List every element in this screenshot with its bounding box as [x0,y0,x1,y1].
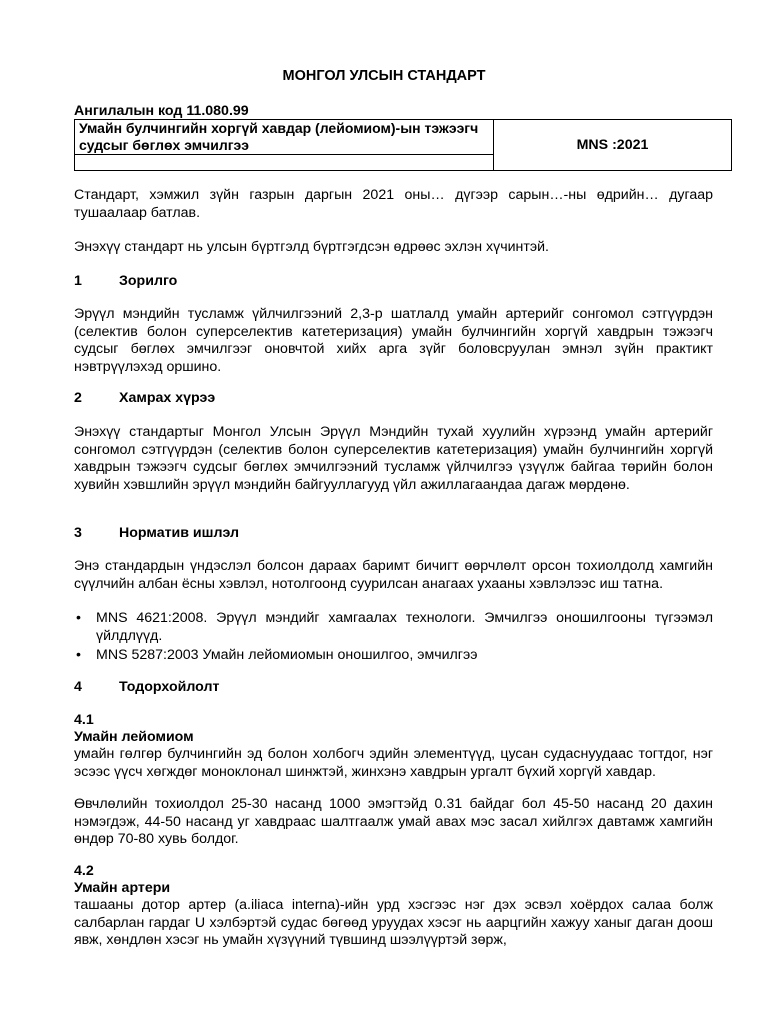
empty-cell [75,155,494,171]
bullet-icon: • [76,647,81,663]
standard-name: Умайн булчингийн хоргүй хавдар (лейомиом)-ын тэжээгч судсыг бөглөх эмчилгээ [75,120,494,155]
document-title: МОНГОЛ УЛСЫН СТАНДАРТ [282,68,486,84]
approval-text: Стандарт, хэмжил зүйн газрын даргын 2021 оны… дүгээр сарын…-ны өдрийн… дугаар тушаалаар батлав. [74,187,713,221]
section-3-text: Энэ стандардын үндэслэл болсон дараах баримт бичигт өөрчлөлт орсон тохиолдолд хамгийн сүүлчийн албан ёсны хэвлэл, нотолгоонд суурилсан анагаах ухааны хэвлэлээс иш татна. [74,558,713,592]
subsection-title-4-2: Умайн артери [74,880,171,896]
bullet-icon: • [76,610,81,626]
subsection-number-4-1: 4.1 [74,712,94,728]
reference-item: • MNS 5287:2003 Умайн лейомиомын оношилгоо, эмчилгээ [76,647,478,663]
section-title: Тодорхойлолт [119,679,220,695]
effective-text: Энэхүү стандарт нь улсын бүртгэлд бүртгэгдсэн өдрөөс эхлэн хүчинтэй. [74,239,549,255]
section-heading-1 [74,273,177,289]
normative-references-list [74,610,713,667]
subsection-4-1-text-2: Өвчлөлийн тохиолдол 25-30 насанд 1000 эмэгтэйд 0.31 байдаг бол 45-50 насанд 20 дахин нэмэгдэж, 44-50 насанд уг хавдраас шалтгаалж умай авах мэс засал хийлгэх давтамж хамгийн өндөр 70-80 хувь болдог. [74,796,713,847]
section-heading-2 [74,390,215,406]
section-title: Хамрах хүрээ [119,390,216,406]
subsection-4-1-text: умайн гөлгөр булчингийн эд болон холбогч эдийн элементүүд, цусан судаснуудаас тогтдог, нэг эсээс үүсч хөгждөг моноклонал шинжтэй, жинхэнэ хавдрын ургалт бүхий хоргүй хавдар. [74,746,713,780]
subsection-number-4-2: 4.2 [74,863,94,879]
section-2-text: Энэхүү стандартыг Монгол Улсын Эрүүл Мэндийн тухай хуулийн хүрээнд умайн артерийг сонгомол сэтгүүрдэн (селектив болон суперселектив катетеризация) умайн булчингийн хоргүй хавдрын тэжээгч судсыг бөглөх эмчилгээний тусламж үйлчилгээ үзүүлж байгаа төрийн болон хувийн хэвшлийн эрүүл мэндийн байгууллагууд үйл ажиллагаандаа дагаж мөрдөнө. [74,424,713,493]
section-number: 3 [74,525,82,541]
section-heading-4 [74,679,219,695]
section-number: 2 [74,390,82,406]
section-number: 4 [74,679,82,695]
standard-info-table [74,119,732,171]
section-title: Зорилго [119,273,178,289]
section-title: Норматив ишлэл [119,525,239,541]
section-number: 1 [74,273,82,289]
reference-item: • MNS 4621:2008. Эрүүл мэндийг хамгаалах технологи. Эмчилгээ оношилгооны түгээмэл үйлдлүүд. [76,610,713,644]
subsection-title-4-1: Умайн лейомиом [74,729,194,745]
standard-number: MNS :2021 [494,120,732,171]
subsection-4-2-text: ташааны дотор артер (a.iliaca interna)-ийн урд хэсгээс нэг дэх эсвэл хоёрдох салаа болж салбарлан гардаг U хэлбэртэй судас бөгөөд уруудах хэсэг нь аарцгийн хажуу ханыг даган доош явж, хөндлөн хэсэг нь умайн хүзүүний түвшинд шээлүүртэй зөрж, [74,897,713,948]
classification-code: Ангилалын код 11.080.99 [74,103,249,119]
section-heading-3 [74,525,239,541]
section-1-text: Эрүүл мэндийн тусламж үйлчилгээний 2,3-р шатлалд умайн артерийг сонгомол сэтгүүрдэн (селектив болон суперселектив катетеризация) умайн булчингийн хоргүй хавдрын тэжээгч судсыг бөглөх эмчилгээг оновчтой хийх арга зүйг боловсруулан эмнэл зүйн практикт нэвтрүүлэхэд оршино. [74,306,713,375]
